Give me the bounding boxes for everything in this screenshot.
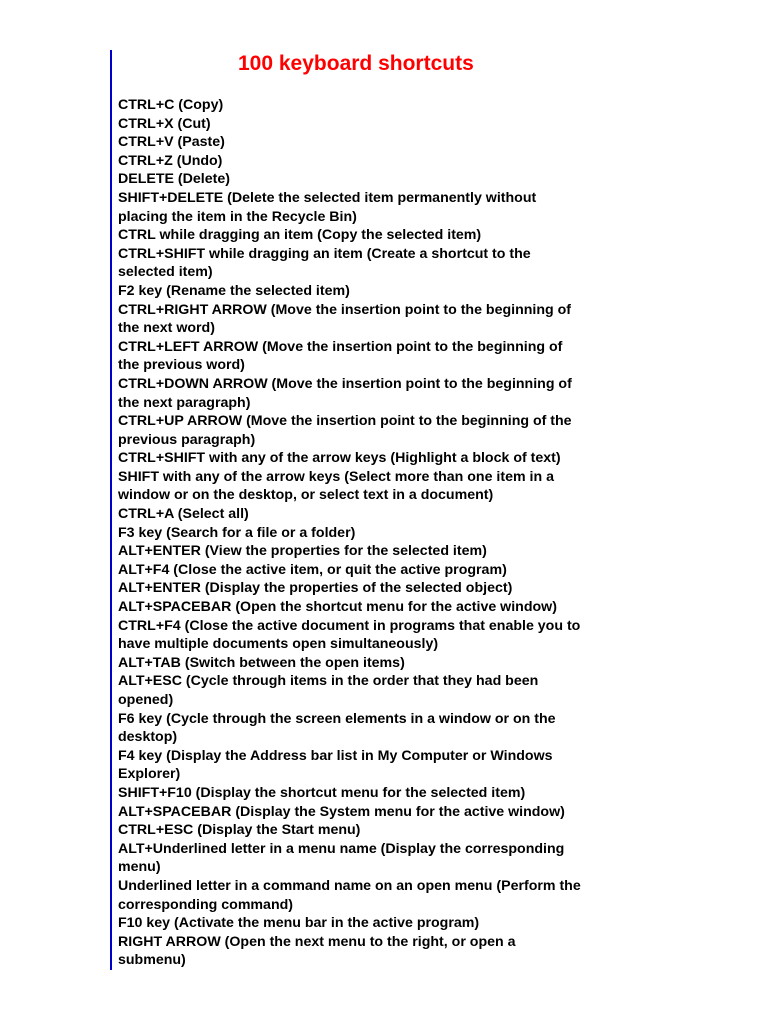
shortcut-item: ALT+ESC (Cycle through items in the order that they had been opened)	[118, 673, 539, 708]
shortcut-item: CTRL+X (Cut)	[118, 115, 211, 132]
shortcut-item: CTRL+UP ARROW (Move the insertion point to the beginning of the previous paragraph)	[118, 413, 572, 448]
shortcut-item: F6 key (Cycle through the screen elements in a window or on the desktop)	[118, 710, 556, 746]
shortcut-item: CTRL+Z (Undo)	[118, 152, 223, 169]
shortcut-item: F10 key (Activate the menu bar in the active program)	[118, 915, 480, 932]
shortcut-item: CTRL+F4 (Close the active document in programs that enable you to have multiple documents open simultaneously)	[118, 617, 581, 653]
shortcut-item: ALT+F4 (Close the active item, or quit the active program)	[118, 561, 507, 578]
page-title: 100 keyboard shortcuts	[238, 52, 474, 75]
shortcut-item: ALT+ENTER (Display the properties of the selected object)	[118, 580, 513, 597]
shortcut-item: RIGHT ARROW (Open the next menu to the right, or open a submenu)	[118, 933, 516, 969]
shortcut-item: F2 key (Rename the selected item)	[118, 282, 350, 299]
shortcut-item: ALT+SPACEBAR (Open the shortcut menu for the active window)	[118, 599, 557, 616]
shortcut-item: ALT+TAB (Switch between the open items)	[118, 654, 405, 671]
shortcut-item: SHIFT+DELETE (Delete the selected item permanently without placing the item in the Recycle Bin)	[118, 189, 537, 225]
shortcut-item: SHIFT with any of the arrow keys (Select more than one item in a window or on the desktop, or select text in a document)	[118, 468, 554, 504]
shortcut-item: DELETE (Delete)	[118, 171, 230, 188]
shortcut-item: CTRL+A (Select all)	[118, 506, 249, 523]
shortcut-list	[118, 96, 638, 970]
shortcut-item: ALT+Underlined letter in a menu name (Display the corresponding menu)	[118, 840, 565, 876]
shortcut-item: CTRL+C (Copy)	[118, 97, 224, 113]
shortcut-item: F4 key (Display the Address bar list in My Computer or Windows Explorer)	[118, 747, 553, 783]
shortcut-item: CTRL+SHIFT while dragging an item (Create a shortcut to the selected item)	[118, 245, 531, 281]
shortcut-item: SHIFT+F10 (Display the shortcut menu for the selected item)	[118, 784, 526, 801]
shortcut-item: F3 key (Search for a file or a folder)	[118, 524, 356, 541]
shortcut-item: Underlined letter in a command name on an open menu (Perform the corresponding command)	[118, 877, 581, 913]
shortcut-item: CTRL+RIGHT ARROW (Move the insertion point to the beginning of the next word)	[118, 301, 572, 337]
shortcut-item: CTRL+LEFT ARROW (Move the insertion point to the beginning of the previous word)	[118, 338, 563, 374]
shortcut-item: CTRL+DOWN ARROW (Move the insertion point to the beginning of the next paragraph)	[118, 375, 572, 411]
shortcut-item: CTRL+SHIFT with any of the arrow keys (Highlight a block of text)	[118, 450, 561, 467]
shortcut-item: CTRL while dragging an item (Copy the selected item)	[118, 227, 482, 244]
shortcut-item: ALT+ENTER (View the properties for the selected item)	[118, 543, 487, 560]
shortcut-item: CTRL+V (Paste)	[118, 134, 225, 151]
shortcut-item: CTRL+ESC (Display the Start menu)	[118, 822, 361, 839]
margin-rule	[110, 50, 112, 970]
shortcut-item: ALT+SPACEBAR (Display the System menu for the active window)	[118, 803, 565, 820]
